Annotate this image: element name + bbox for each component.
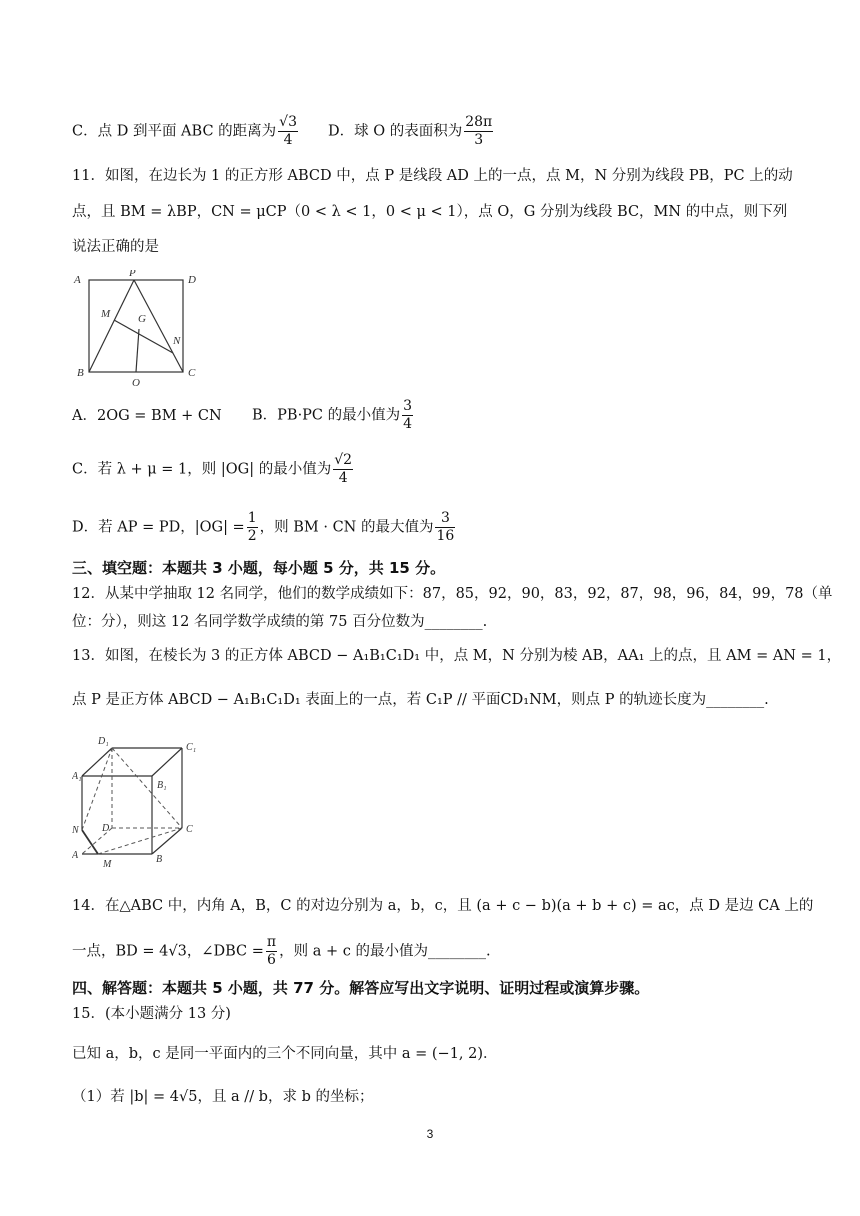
q11-line1: 11．如图，在边长为 1 的正方形 ABCD 中，点 P 是线段 AD 上的一点，点 M，N 分别为线段 PB，PC 上的动 [72, 168, 793, 184]
q11-option-d-half: $\frac{1}{2}$ [247, 510, 257, 544]
q11-option-c: C．若 λ + μ = 1，则 |OG| 的最小值为 $\frac{√2}{4}$ [72, 452, 353, 486]
q11-label-m: M [101, 308, 111, 320]
q11-square-figure [72, 270, 204, 390]
q11-option-d-fraction: $\frac{3}{16}$ [436, 510, 455, 544]
q11-line2: 点，且 BM = λBP，CN = μCP（0 < λ < 1，0 < μ < 1），点 O，G 分别为线段 BC，MN 的中点，则下列 [72, 204, 788, 220]
q13-label-b1: B₁ [157, 780, 167, 791]
q13-cube-figure [72, 732, 214, 872]
q10-option-c-text: C．点 D 到平面 ABC 的距离为 [72, 123, 277, 140]
q11-label-p: P [129, 270, 136, 279]
q14-line2: 一点，BD = 4√3，∠DBC = $\frac{\pi}{6}$ ，则 a + c 的最小值为________. [72, 934, 491, 968]
q11-option-a: A．2OG = BM + CN [72, 408, 222, 424]
q11-option-b-fraction: $\frac{3}{4}$ [403, 398, 413, 432]
q15-header: 15．(本小题满分 13 分) [72, 1006, 231, 1022]
q11-label-o: O [132, 377, 140, 389]
q15-line1: 已知 a，b，c 是同一平面内的三个不同向量，其中 a = (−1, 2)． [72, 1046, 498, 1062]
q13-label-a1: A₁ [72, 771, 82, 782]
q11-label-d: D [188, 274, 196, 286]
q11-label-a: A [74, 274, 81, 286]
q13-label-a: A [72, 850, 79, 861]
q15-sub1: （1）若 |b| = 4√5，且 a // b，求 b 的坐标； [72, 1089, 374, 1105]
section-3-heading: 三、填空题：本题共 3 小题，每小题 5 分，共 15 分。 [72, 559, 446, 577]
q11-line3: 说法正确的是 [72, 239, 159, 255]
q13-label-m: M [103, 859, 112, 870]
q13-line1: 13．如图，在棱长为 3 的正方体 ABCD − A₁B₁C₁D₁ 中，点 M，N 分别为棱 AB，AA₁ 上的点，且 AM = AN = 1， [72, 648, 842, 664]
q13-label-d: D [102, 823, 110, 834]
page-number: 3 [426, 1127, 434, 1141]
q10-option-d [328, 114, 495, 149]
q14-angle-fraction: $\frac{\pi}{6}$ [266, 934, 277, 968]
q13-line2: 点 P 是正方体 ABCD − A₁B₁C₁D₁ 表面上的一点，若 C₁P // 平面CD₁NM，则点 P 的轨迹长度为________. [72, 692, 769, 708]
q10-option-d-text: D．球 O 的表面积为 [328, 123, 463, 140]
q11-label-b: B [77, 367, 84, 379]
section-4-heading: 四、解答题：本题共 5 小题，共 77 分。解答应写出文字说明、证明过程或演算步骤。 [72, 979, 650, 997]
q10-option-c [72, 114, 300, 149]
q11-label-g: G [138, 313, 146, 325]
q11-option-b: B．PB·PC 的最小值为 $\frac{3}{4}$ [252, 398, 413, 432]
q12-line1: 12．从某中学抽取 12 名同学，他们的数学成绩如下：87，85，92，90，83，92，87，98，96，84，99，78（单 [72, 586, 833, 602]
q13-label-d1: D₁ [98, 736, 109, 747]
q10-option-d-fraction: $\frac{28\pi}{3}$ [465, 114, 493, 148]
q11-option-d: D．若 AP = PD，|OG| = $\frac{1}{2}$ ，则 BM · CN 的最大值为 $\frac{3}{16}$ [72, 510, 455, 544]
q13-label-b: B [156, 854, 163, 865]
q13-label-c: C [186, 824, 193, 835]
q13-label-c1: C₁ [186, 742, 197, 753]
q11-label-n: N [173, 335, 181, 347]
q11-label-c: C [188, 367, 196, 379]
q13-label-n: N [72, 825, 79, 836]
q12-line2: 位：分），则这 12 名同学数学成绩的第 75 百分位数为________. [72, 614, 488, 630]
q11-option-c-fraction: $\frac{√2}{4}$ [334, 452, 353, 486]
q10-option-c-fraction: $\frac{√3}{4}$ [279, 114, 297, 148]
q14-line1: 14．在△ABC 中，内角 A，B，C 的对边分别为 a，b，c，且 (a + c − b)(a + b + c) = ac，点 D 是边 CA 上的 [72, 898, 814, 914]
